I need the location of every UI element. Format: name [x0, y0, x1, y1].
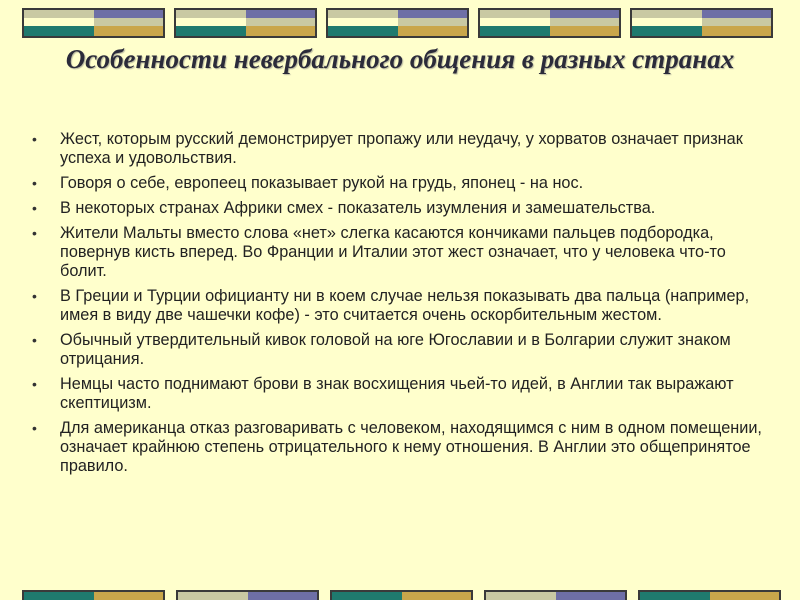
- bullet-item: [30, 130, 775, 168]
- slide-title: Особенности невербального общения в разных странах: [65, 44, 735, 74]
- bullet-text: В некоторых странах Африки смех - показатель изумления и замешательства.: [60, 199, 656, 217]
- bullet-text: В Греции и Турции официанту ни в коем случае нельзя показывать два пальца (например, имея в виду две чашечки кофе) - это считается очень оскорбительным жестом.: [60, 287, 750, 324]
- decorative-tile: [638, 590, 781, 600]
- decorative-tile: [484, 590, 627, 600]
- decorative-tile: [22, 590, 165, 600]
- bullet-item: [30, 224, 775, 281]
- decorative-tile: [330, 590, 473, 600]
- bullet-icon: •: [32, 376, 37, 392]
- bullet-icon: •: [32, 200, 37, 216]
- bullet-item: [30, 174, 775, 193]
- bullet-text: Говоря о себе, европеец показывает рукой на грудь, японец - на нос.: [60, 174, 584, 192]
- bullet-item: [30, 199, 775, 218]
- bullet-text: Жители Мальты вместо слова «нет» слегка касаются кончиками пальцев подбородка, повернув кисть вперед. Во Франции и Италии этот жест означает, что у человека что-то болит.: [60, 224, 726, 280]
- bullet-icon: •: [32, 420, 37, 436]
- bullet-icon: •: [32, 175, 37, 191]
- bullet-icon: •: [32, 225, 37, 241]
- bottom-decorative-strip: [0, 590, 800, 600]
- bullet-item: [30, 375, 775, 413]
- bullet-text: Жест, которым русский демонстрирует пропажу или неудачу, у хорватов означает признак успеха и удовольствия.: [60, 130, 743, 167]
- bullet-item: [30, 287, 775, 325]
- bullet-icon: •: [32, 288, 37, 304]
- bullet-item: [30, 331, 775, 369]
- bullet-text: Для американца отказ разговаривать с человеком, находящимся с ним в одном помещении, означает крайнюю степень отрицательного к нему отношения. В Англии это общепринятое правило.: [60, 419, 762, 475]
- bullet-text: Немцы часто поднимают брови в знак восхищения чьей-то идей, в Англии так выражают скептицизм.: [60, 375, 734, 412]
- bullet-icon: •: [32, 131, 37, 147]
- decorative-tile: [176, 590, 319, 600]
- bullet-icon: •: [32, 332, 37, 348]
- bullet-list: [30, 130, 775, 482]
- bullet-item: [30, 419, 775, 476]
- bullet-text: Обычный утвердительный кивок головой на юге Югославии и в Болгарии служит знаком отрицания.: [60, 331, 731, 368]
